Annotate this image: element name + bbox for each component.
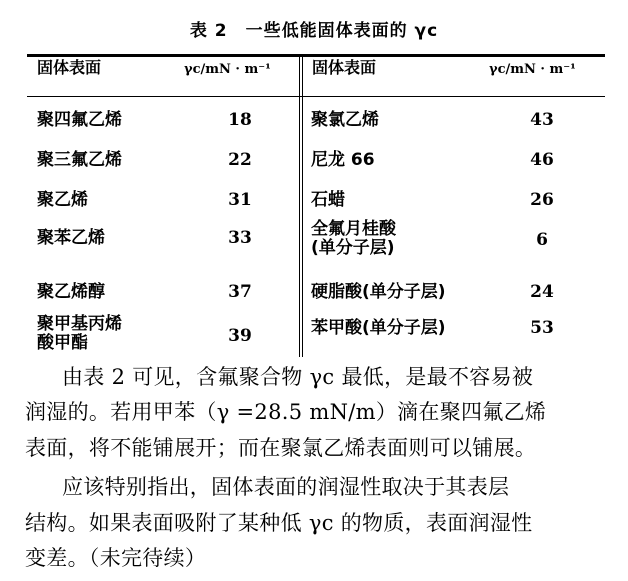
table-cell-value: 46 (530, 150, 554, 170)
table-cell-name: 聚乙烯 (37, 190, 88, 210)
table-cell-value: 39 (228, 326, 252, 346)
table-cell-name: 苯甲酸(单分子层) (311, 318, 446, 338)
table-cell-value: 26 (530, 190, 554, 210)
table-cell-name: 聚三氟乙烯 (37, 150, 122, 170)
table-cell-name: 聚乙烯醇 (37, 282, 105, 302)
table-cell-name: 尼龙 66 (311, 150, 375, 170)
paragraph-line: 结构。如果表面吸附了某种低 γc 的物质，表面润湿性 (25, 511, 533, 535)
paragraph-line: 润湿的。若用甲苯（γ =28.5 mN/m）滴在聚四氟乙烯 (25, 400, 547, 424)
table-title: 表 2 一些低能固体表面的 γc (189, 21, 439, 41)
table-cell-name: 石蜡 (311, 190, 345, 210)
table-column-divider (302, 57, 303, 357)
table-cell-value: 37 (228, 282, 252, 302)
paragraph-line: 表面，将不能铺展开；而在聚氯乙烯表面则可以铺展。 (25, 436, 537, 460)
table-top-rule (27, 54, 605, 57)
paragraph-line: 变差。（未完待续） (25, 546, 207, 570)
table-cell-name: 聚四氟乙烯 (37, 110, 122, 130)
table-column-divider (299, 57, 300, 357)
header-unit-right: γc/mN · m⁻¹ (489, 62, 576, 77)
table-cell-name: 聚苯乙烯 (37, 228, 105, 248)
table-cell-name: 聚氯乙烯 (311, 110, 379, 130)
table-cell-value: 33 (228, 228, 252, 248)
table-cell-name: 聚甲基丙烯 酸甲酯 (37, 314, 122, 353)
paragraph-line: 由表 2 可见，含氟聚合物 γc 最低，是最不容易被 (62, 365, 534, 389)
table-cell-value: 31 (228, 190, 252, 210)
table-cell-name: 硬脂酸(单分子层) (311, 282, 446, 302)
table-cell-value: 6 (536, 230, 548, 250)
header-name-left: 固体表面 (37, 58, 102, 77)
header-unit-left: γc/mN · m⁻¹ (184, 62, 271, 77)
table-cell-value: 53 (530, 318, 554, 338)
table-cell-value: 43 (530, 110, 554, 130)
table-header-rule (27, 96, 605, 97)
table-cell-value: 24 (530, 282, 554, 302)
table-cell-value: 18 (228, 110, 252, 130)
paragraph-line: 应该特别指出，固体表面的润湿性取决于其表层 (62, 475, 510, 499)
table-cell-name: 全氟月桂酸 (单分子层) (311, 219, 396, 258)
header-name-right: 固体表面 (312, 58, 377, 77)
table-cell-value: 22 (228, 150, 252, 170)
